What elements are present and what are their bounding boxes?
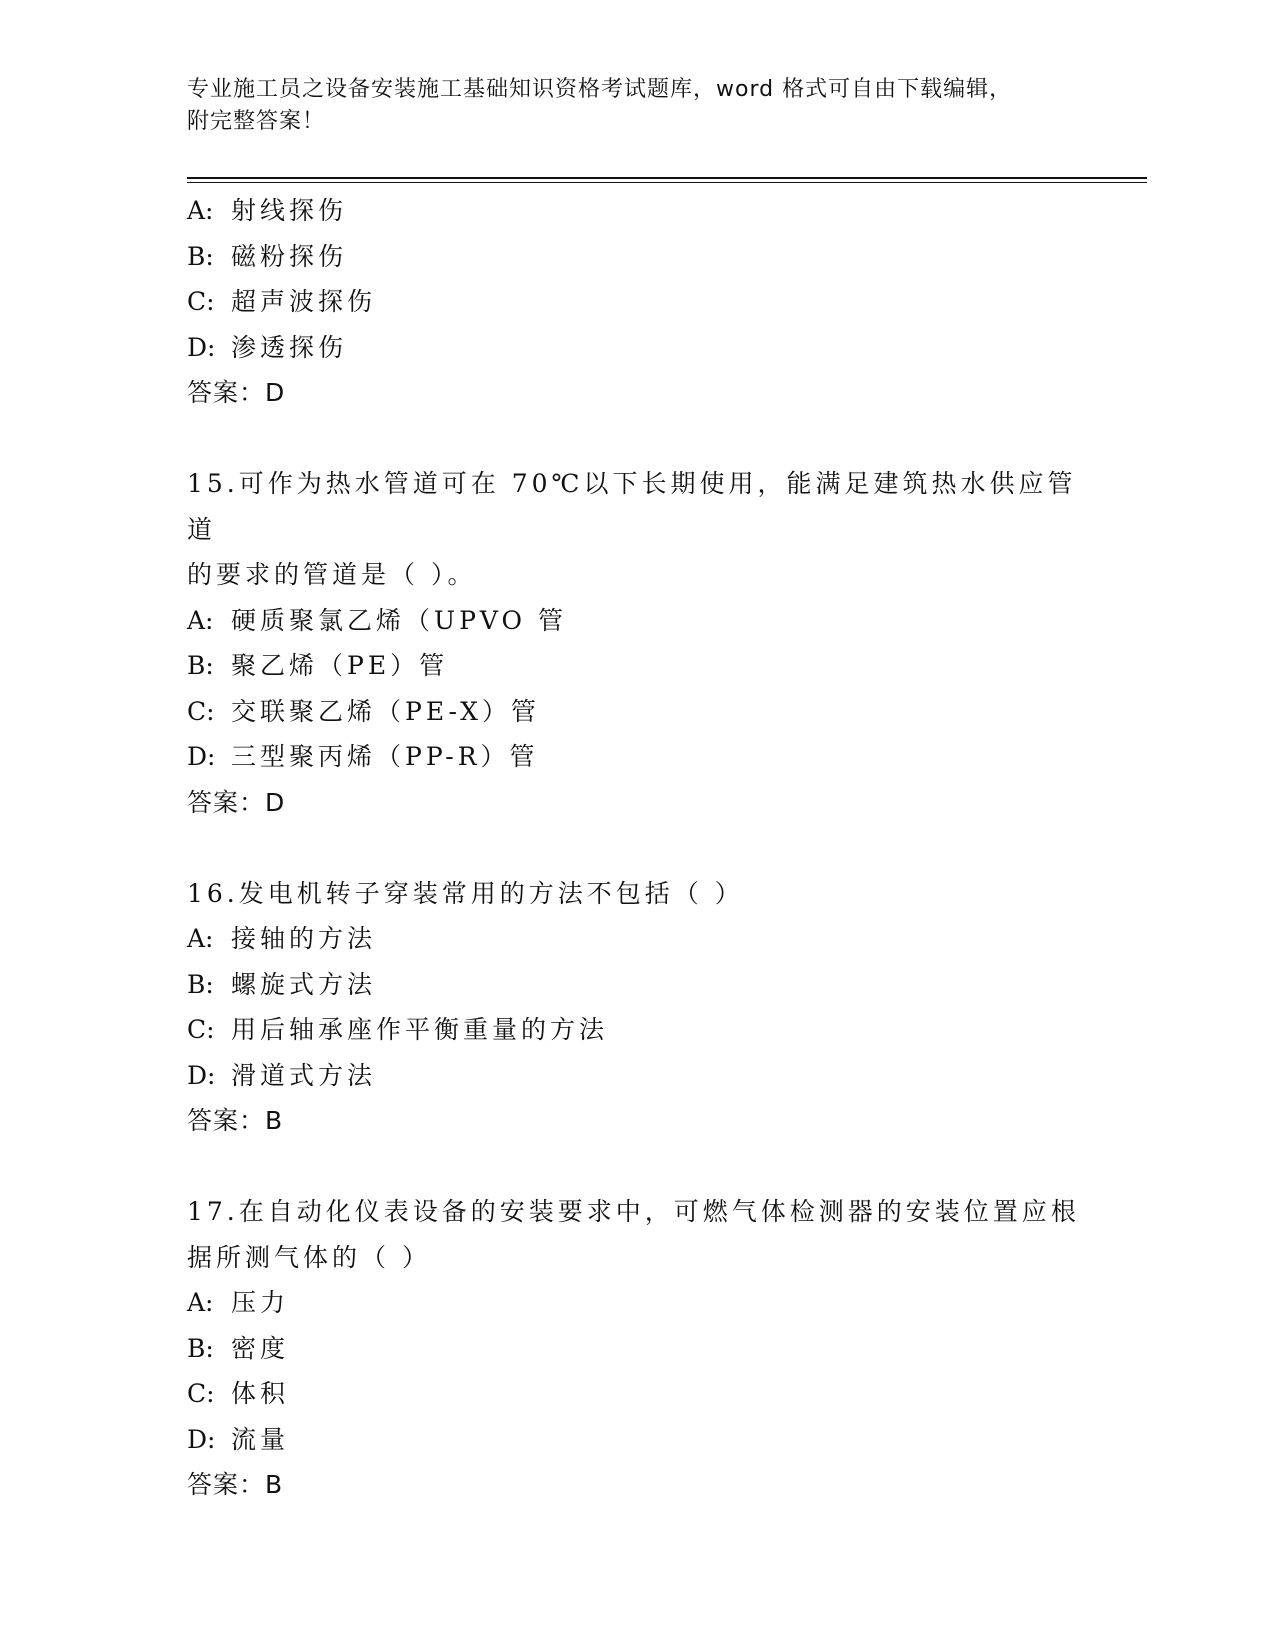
option-key: C: — [187, 287, 215, 316]
option-text: 滑道式方法 — [231, 1060, 377, 1090]
option-c — [187, 1007, 1087, 1053]
option-text: 接轴的方法 — [231, 924, 377, 953]
option-text: 流量 — [231, 1424, 290, 1454]
question-17 — [187, 1189, 1087, 1508]
option-key: D: — [187, 1060, 216, 1090]
option-c — [187, 689, 1087, 735]
option-a — [187, 188, 1087, 234]
header-line-1: 专业施工员之设备安装施工基础知识资格考试题库，word 格式可自由下载编辑， — [187, 77, 1013, 102]
option-key: A: — [187, 1288, 214, 1317]
option-key: D: — [187, 332, 216, 362]
header-rule-thick — [187, 177, 1147, 179]
option-a — [187, 598, 1087, 644]
option-b — [187, 1326, 1087, 1372]
option-key: A: — [187, 605, 214, 635]
option-key: C: — [187, 696, 215, 726]
option-key: A: — [187, 196, 214, 225]
option-text: 三型聚丙烯（PP-R）管 — [231, 742, 539, 771]
option-key: C: — [187, 1379, 215, 1408]
option-b — [187, 643, 1087, 689]
option-key: B: — [187, 1333, 214, 1363]
option-c — [187, 1371, 1087, 1417]
option-text: 超声波探伤 — [231, 287, 377, 316]
option-text: 密度 — [231, 1333, 290, 1363]
question-15 — [187, 461, 1087, 825]
option-text: 交联聚乙烯（PE-X）管 — [231, 696, 540, 726]
option-a — [187, 1280, 1087, 1326]
question-stem-line-1: 16.发电机转子穿装常用的方法不包括（ ） — [187, 878, 744, 908]
question-continued — [187, 188, 1087, 416]
document-header — [187, 74, 1087, 138]
option-text: 螺旋式方法 — [231, 969, 377, 999]
option-d — [187, 734, 1087, 780]
option-d — [187, 1417, 1087, 1463]
option-key: A: — [187, 924, 214, 953]
question-stem-line-1: 15.可作为热水管道可在 70℃以下长期使用，能满足建筑热水供应管道 — [187, 469, 1077, 544]
option-key: B: — [187, 969, 214, 999]
option-key: C: — [187, 1015, 215, 1044]
option-text: 磁粉探伤 — [231, 241, 348, 271]
option-text: 压力 — [231, 1288, 290, 1317]
option-key: B: — [187, 651, 214, 680]
answer-line: 答案：D — [187, 378, 286, 407]
option-text: 渗透探伤 — [231, 332, 348, 362]
question-stem — [187, 461, 1087, 598]
question-stem — [187, 871, 1087, 917]
question-16 — [187, 871, 1087, 1144]
option-a — [187, 916, 1087, 962]
option-b — [187, 962, 1087, 1008]
answer-line: 答案：B — [187, 1470, 284, 1499]
header-rule-thin — [187, 182, 1147, 183]
option-d — [187, 325, 1087, 371]
option-text: 用后轴承座作平衡重量的方法 — [231, 1015, 609, 1044]
option-b — [187, 234, 1087, 280]
option-text: 聚乙烯（PE）管 — [231, 651, 449, 680]
question-stem — [187, 1189, 1087, 1280]
answer-line: 答案：D — [187, 787, 286, 817]
option-key: D: — [187, 742, 216, 771]
option-text: 射线探伤 — [231, 196, 348, 225]
question-stem-line-2: 的要求的管道是（ ）。 — [187, 560, 477, 589]
spacer — [187, 825, 1087, 871]
question-stem-line-2: 据所测气体的（ ） — [187, 1242, 431, 1272]
option-d — [187, 1053, 1087, 1099]
header-line-2: 附完整答案！ — [187, 109, 326, 134]
document-body — [187, 188, 1087, 1508]
option-text: 硬质聚氯乙烯（UPVO 管 — [231, 605, 567, 635]
option-key: B: — [187, 241, 214, 271]
spacer — [187, 416, 1087, 462]
option-text: 体积 — [231, 1379, 290, 1408]
answer-line: 答案：B — [187, 1106, 284, 1135]
question-stem-line-1: 17.在自动化仪表设备的安装要求中，可燃气体检测器的安装位置应根 — [187, 1197, 1080, 1226]
option-c — [187, 279, 1087, 325]
spacer — [187, 1144, 1087, 1190]
option-key: D: — [187, 1424, 216, 1454]
